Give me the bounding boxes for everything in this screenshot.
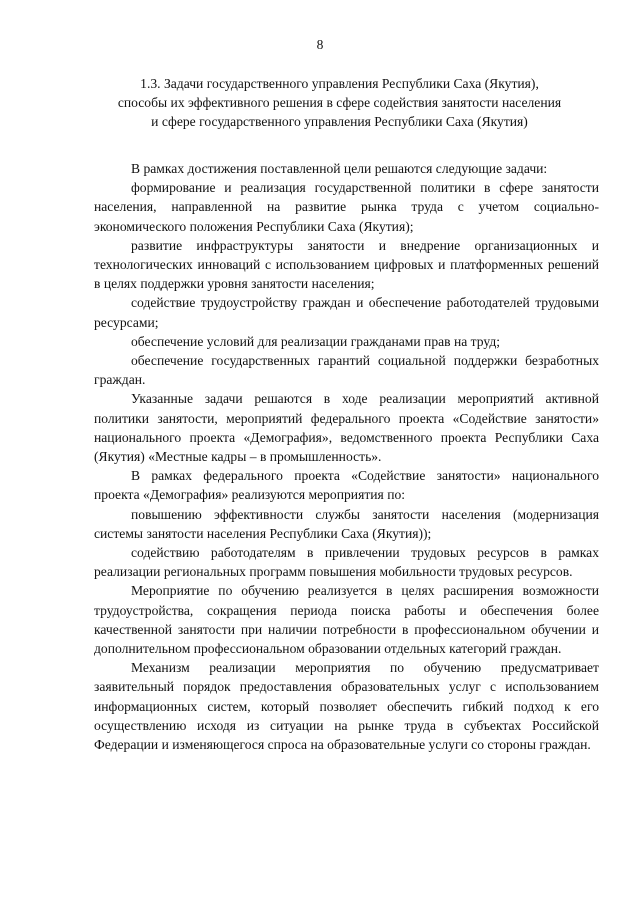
paragraph-task-employment: содействие трудоустройству граждан и обеспечение работодателей трудовыми ресурсами; [94,295,599,330]
paragraph-measure-mobility: содействию работодателям в привлечении трудовых ресурсов в рамках реализации региональных программ повышения мобильности трудовых ресурсов. [94,545,599,580]
document-body [94,159,599,754]
paragraph-tasks-solved: Указанные задачи решаются в ходе реализации мероприятий активной политики занятости, мероприятий федерального проекта «Содействие занятости» национального проекта «Демография», ведомственного проекта Республики Саха (Якутия) «Местные кадры – в промышленность». [94,391,599,465]
paragraph-task-guarantees: обеспечение государственных гарантий социальной поддержки безработных граждан. [94,353,599,388]
paragraph-measure-efficiency: повышению эффективности службы занятости населения (модернизация системы занятости населения Республики Саха (Якутия)); [94,506,599,541]
paragraph-task-rights: обеспечение условий для реализации гражданами прав на труд; [131,333,501,349]
paragraph-task-policy: формирование и реализация государственной политики в сфере занятости населения, направленной на развитие рынка труда с учетом социально-экономического положения Республики Саха (Якутия); [94,180,599,234]
section-heading-line-3: и сфере государственного управления Республики Саха (Якутия) [151,114,528,129]
section-heading-line-1: 1.3. Задачи государственного управления Республики Саха (Якутия), [140,76,539,91]
paragraph-intro: В рамках достижения поставленной цели решаются следующие задачи: [131,161,548,176]
page-number: 8 [316,37,324,52]
section-heading [80,74,599,131]
paragraph-training-mechanism: Механизм реализации мероприятия по обучению предусматривает заявительный порядок предоставления образовательных услуг с использованием информационных систем, который позволяет обеспечить гибкий подход к его осуществлению исходя из ситуации на рынке труда в субъектах Российской Федерации и изменяющегося спроса на образовательные услуги со стороны граждан. [94,660,599,753]
paragraph-task-infrastructure: развитие инфраструктуры занятости и внедрение организационных и технологических инноваций с использованием цифровых и платформенных решений в целях поддержки уровня занятости населения; [94,237,599,292]
section-heading-line-2: способы их эффективного решения в сфере содействия занятости населения [117,95,562,110]
paragraph-training-goal: Мероприятие по обучению реализуется в целях расширения возможности трудоустройства, сокращения периода поиска работы и обеспечения более качественной занятости при наличии потребности в профессиональном обучении и дополнительном профессиональном образовании отдельных категорий граждан. [94,583,599,657]
paragraph-federal-project: В рамках федерального проекта «Содействие занятости» национального проекта «Демография» реализуются мероприятия по: [94,468,599,503]
